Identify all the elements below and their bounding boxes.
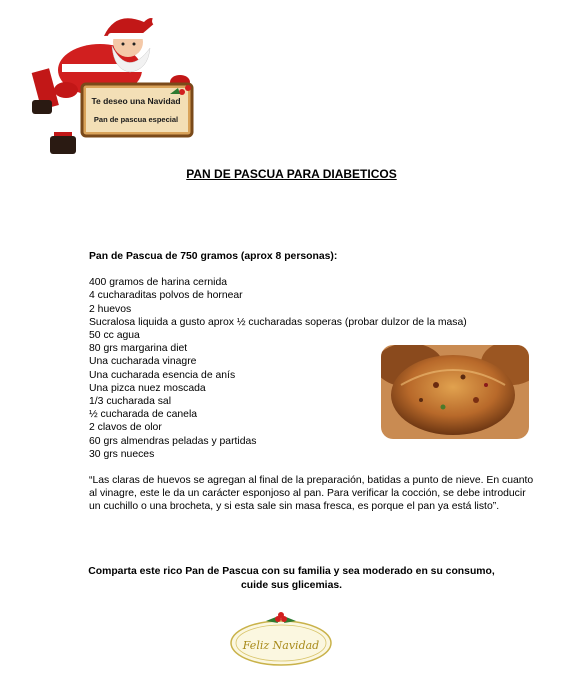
ingredient-item: Una cucharada vinagre — [89, 356, 197, 368]
ingredient-item: Una cucharada esencia de anís — [89, 369, 236, 381]
ingredient-item: 4 cucharaditas polvos de hornear — [89, 290, 243, 302]
ingredient-item: 80 grs margarina diet — [89, 343, 188, 355]
ingredient-item: 50 cc agua — [89, 330, 140, 342]
ingredient-item: 1/3 cucharada sal — [89, 396, 172, 408]
feliz-navidad-badge — [228, 611, 334, 669]
santa-sign-illustration — [30, 8, 202, 158]
closing-message — [60, 565, 523, 593]
feliz-navidad-text: Feliz Navidad — [242, 639, 320, 652]
ingredient-item: 400 gramos de harina cernida — [89, 277, 228, 289]
recipe-subtitle: Pan de Pascua de 750 gramos (aprox 8 personas): — [89, 251, 338, 262]
ingredient-item: 30 grs nueces — [89, 448, 155, 460]
sign-line2: Pan de pascua especial — [93, 115, 179, 124]
ingredient-item: Una pizca nuez moscada — [89, 382, 206, 394]
sign-line1: Te deseo una Navidad — [91, 96, 181, 106]
page-title: PAN DE PASCUA PARA DIABETICOS — [186, 167, 397, 181]
ingredient-item: Sucralosa liquida a gusto aprox ½ cucharadas soperas (probar dulzor de la masa) — [89, 316, 467, 328]
ingredient-item: 2 huevos — [89, 303, 132, 315]
recipe-note: “Las claras de huevos se agregan al final de la preparación, batidas a punto de nieve. En cuanto al vinagre, este le da un carácter esponjoso al pan. Para verificar la cocción, se debe introducir un cuchillo o una brocheta, y si esta sale sin masa fresca, es porque el pan ya está listo”. — [89, 475, 534, 513]
pan-de-pascua-photo — [381, 345, 529, 439]
closing-line-2: cuide sus glicemias. — [240, 580, 343, 591]
ingredient-item: ½ cucharada de canela — [89, 409, 198, 421]
ingredient-item: 60 grs almendras peladas y partidas — [89, 435, 257, 447]
ingredient-item: 2 clavos de olor — [89, 422, 162, 434]
closing-line-1: Comparta este rico Pan de Pascua con su familia y sea moderado en su consumo, — [88, 566, 495, 577]
